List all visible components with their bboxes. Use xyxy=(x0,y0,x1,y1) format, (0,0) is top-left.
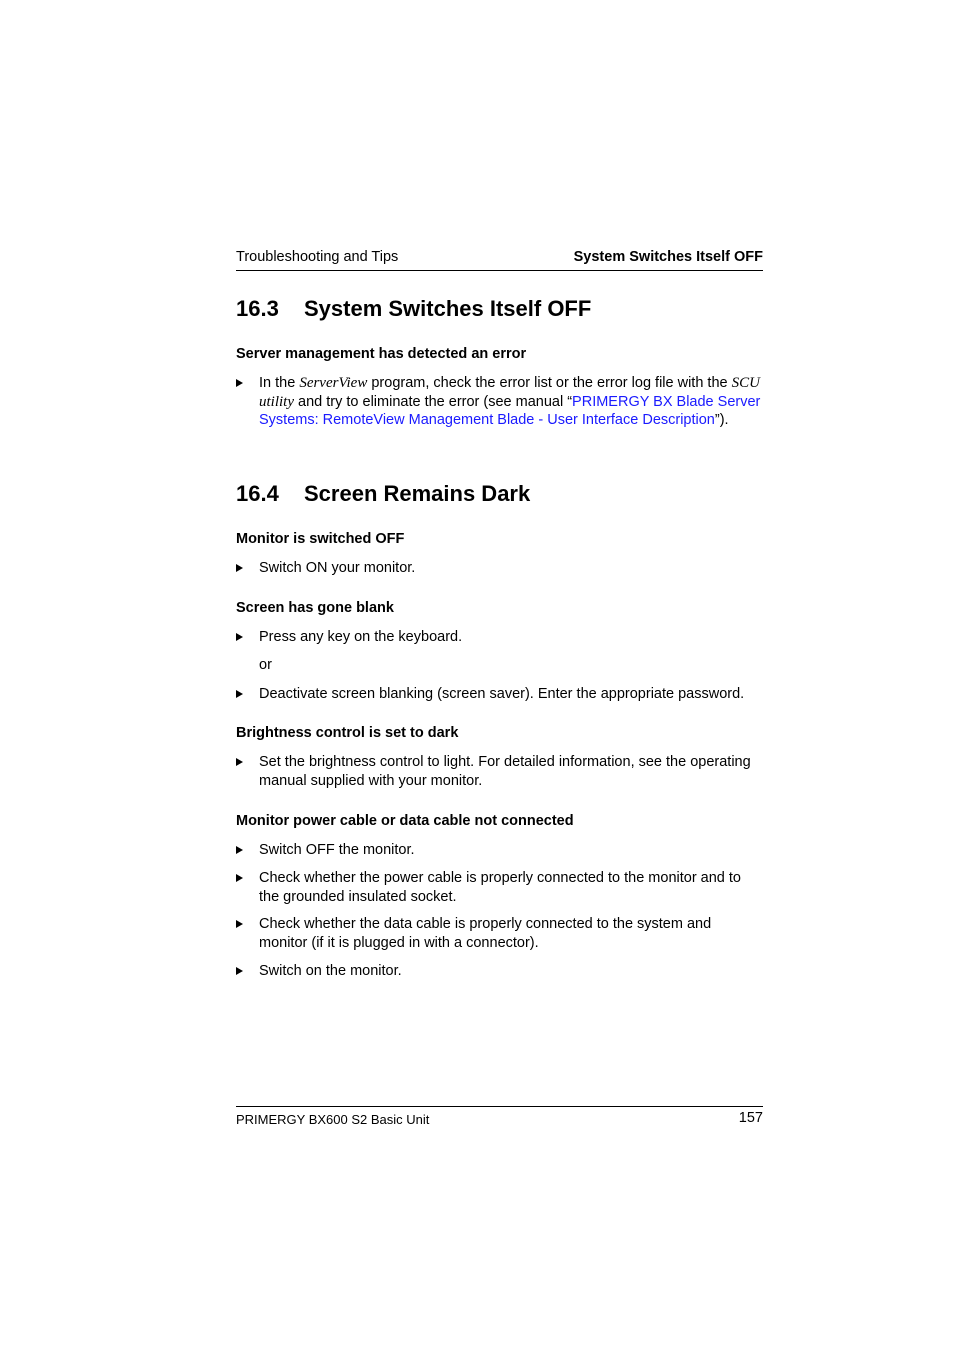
section-16-3-title xyxy=(236,296,591,322)
bullet-check-power-cable xyxy=(236,869,763,906)
section-number: 16.3 xyxy=(236,296,279,321)
bullet-switch-on-monitor-final xyxy=(236,962,763,981)
bullet-arrow-icon xyxy=(236,920,243,928)
bullet-arrow-icon xyxy=(236,379,243,387)
header-section: System Switches Itself OFF xyxy=(573,249,763,265)
bullet-text: Switch on the monitor. xyxy=(259,963,402,979)
bullet-arrow-icon xyxy=(236,846,243,854)
bullet-arrow-icon xyxy=(236,874,243,882)
bullet-deactivate-blanking xyxy=(236,685,763,704)
bullet-text: Set the brightness control to light. For detailed information, see the operating manual supplied with your monitor. xyxy=(259,754,751,789)
bullet-serverview xyxy=(236,374,763,430)
bullet-text: Switch ON your monitor. xyxy=(259,560,416,576)
subheading-brightness: Brightness control is set to dark xyxy=(236,725,459,741)
bullet-text: Deactivate screen blanking (screen saver). Enter the appropriate password. xyxy=(259,686,745,702)
footer-product-name: PRIMERGY BX600 S2 Basic Unit xyxy=(236,1112,430,1127)
bullet-check-data-cable xyxy=(236,915,763,952)
subheading-cable: Monitor power cable or data cable not connected xyxy=(236,813,574,829)
header-chapter: Troubleshooting and Tips xyxy=(236,249,399,265)
manual-reference-link[interactable]: PRIMERGY BX Blade Server Systems: RemoteView Management Blade - User Interface Description xyxy=(259,393,761,428)
page-number: 157 xyxy=(738,1110,763,1126)
bullet-switch-off-monitor xyxy=(236,841,763,860)
section-number: 16.4 xyxy=(236,481,279,506)
bullet-text: Check whether the power cable is properly connected to the monitor and to the grounded insulated socket. xyxy=(259,870,741,905)
subheading-server-management: Server management has detected an error xyxy=(236,346,527,362)
bullet-text: In the ServerView program, check the error list or the error log file with the SCU utility and try to eliminate the error (see manual “PRIMERGY BX Blade Server Systems: RemoteView Management Blade - User Interface Description”). xyxy=(259,375,761,428)
bullet-arrow-icon xyxy=(236,564,243,572)
bullet-arrow-icon xyxy=(236,758,243,766)
bullet-text: Switch OFF the monitor. xyxy=(259,842,415,858)
bullet-brightness-light xyxy=(236,753,763,790)
section-title-text: Screen Remains Dark xyxy=(304,481,531,506)
subheading-monitor-off: Monitor is switched OFF xyxy=(236,531,405,547)
or-text: or xyxy=(259,657,272,673)
serverview-term: ServerView xyxy=(299,375,368,391)
bullet-press-any-key xyxy=(236,628,763,647)
bullet-arrow-icon xyxy=(236,967,243,975)
bullet-switch-on-monitor xyxy=(236,559,763,578)
section-title-text: System Switches Itself OFF xyxy=(304,296,592,321)
running-footer xyxy=(236,1106,763,1131)
bullet-text: Press any key on the keyboard. xyxy=(259,629,463,645)
running-header xyxy=(236,247,763,271)
bullet-text: Check whether the data cable is properly connected to the system and monitor (if it is plugged in with a connector). xyxy=(259,916,712,951)
subheading-screen-blank: Screen has gone blank xyxy=(236,600,394,616)
section-16-4-title xyxy=(236,481,530,507)
scu-utility-term: SCU utility xyxy=(259,375,760,410)
bullet-arrow-icon xyxy=(236,690,243,698)
bullet-arrow-icon xyxy=(236,633,243,641)
